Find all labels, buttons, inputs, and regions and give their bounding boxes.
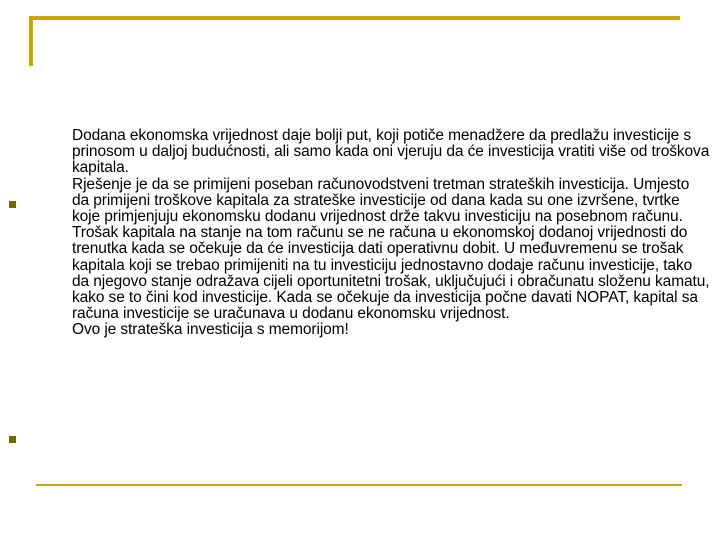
paragraph-intro: Dodana ekonomska vrijednost daje bolji put, koji potiče menadžere da predlažu investicije s prinosom u daljoj budućnosti, ali samo kada oni vjeruju da će investicija vratiti više od troškova kapitala. <box>72 127 710 177</box>
frame-top-line <box>29 16 680 20</box>
frame-bottom-line <box>36 484 682 486</box>
bullet-item-solution: Rješenje je da se primijeni poseban računovodstveni tretman strateških investicija. Umjesto da primijeni troškove kapitala za strateške investicije od dana kada su one izvršene, tvrtke koje primjenjuju ekonomsku dodanu vrijednost drže takvu investiciju na posebnom računu. Trošak kapitala na stanje na tom računu se ne računa u ekonomskoj dodanoj vrijednosti do trenutka kada se očekuje da će investicija dati operativnu dobit. U međuvremenu se trošak kapitala koji se trebao primijeniti na tu investiciju jednostavno dodaje računu investicije, tako da njegovo stanje odražava cijeli oportunitetni trošak, uključujući i obračunatu složenu kamatu, kako se to čini kod investicije. Kada se očekuje da investicija počne davati NOPAT, kapital sa računa investicije se uračunava u dodanu ekonomsku vrijednost. <box>72 175 710 323</box>
frame-left-line <box>29 16 33 66</box>
bullet-square-icon <box>9 201 16 208</box>
slide-body <box>36 128 710 339</box>
bullet-item-conclusion: Ovo je strateška investicija s memorijom! <box>72 321 349 339</box>
bullet-square-icon <box>9 436 16 443</box>
